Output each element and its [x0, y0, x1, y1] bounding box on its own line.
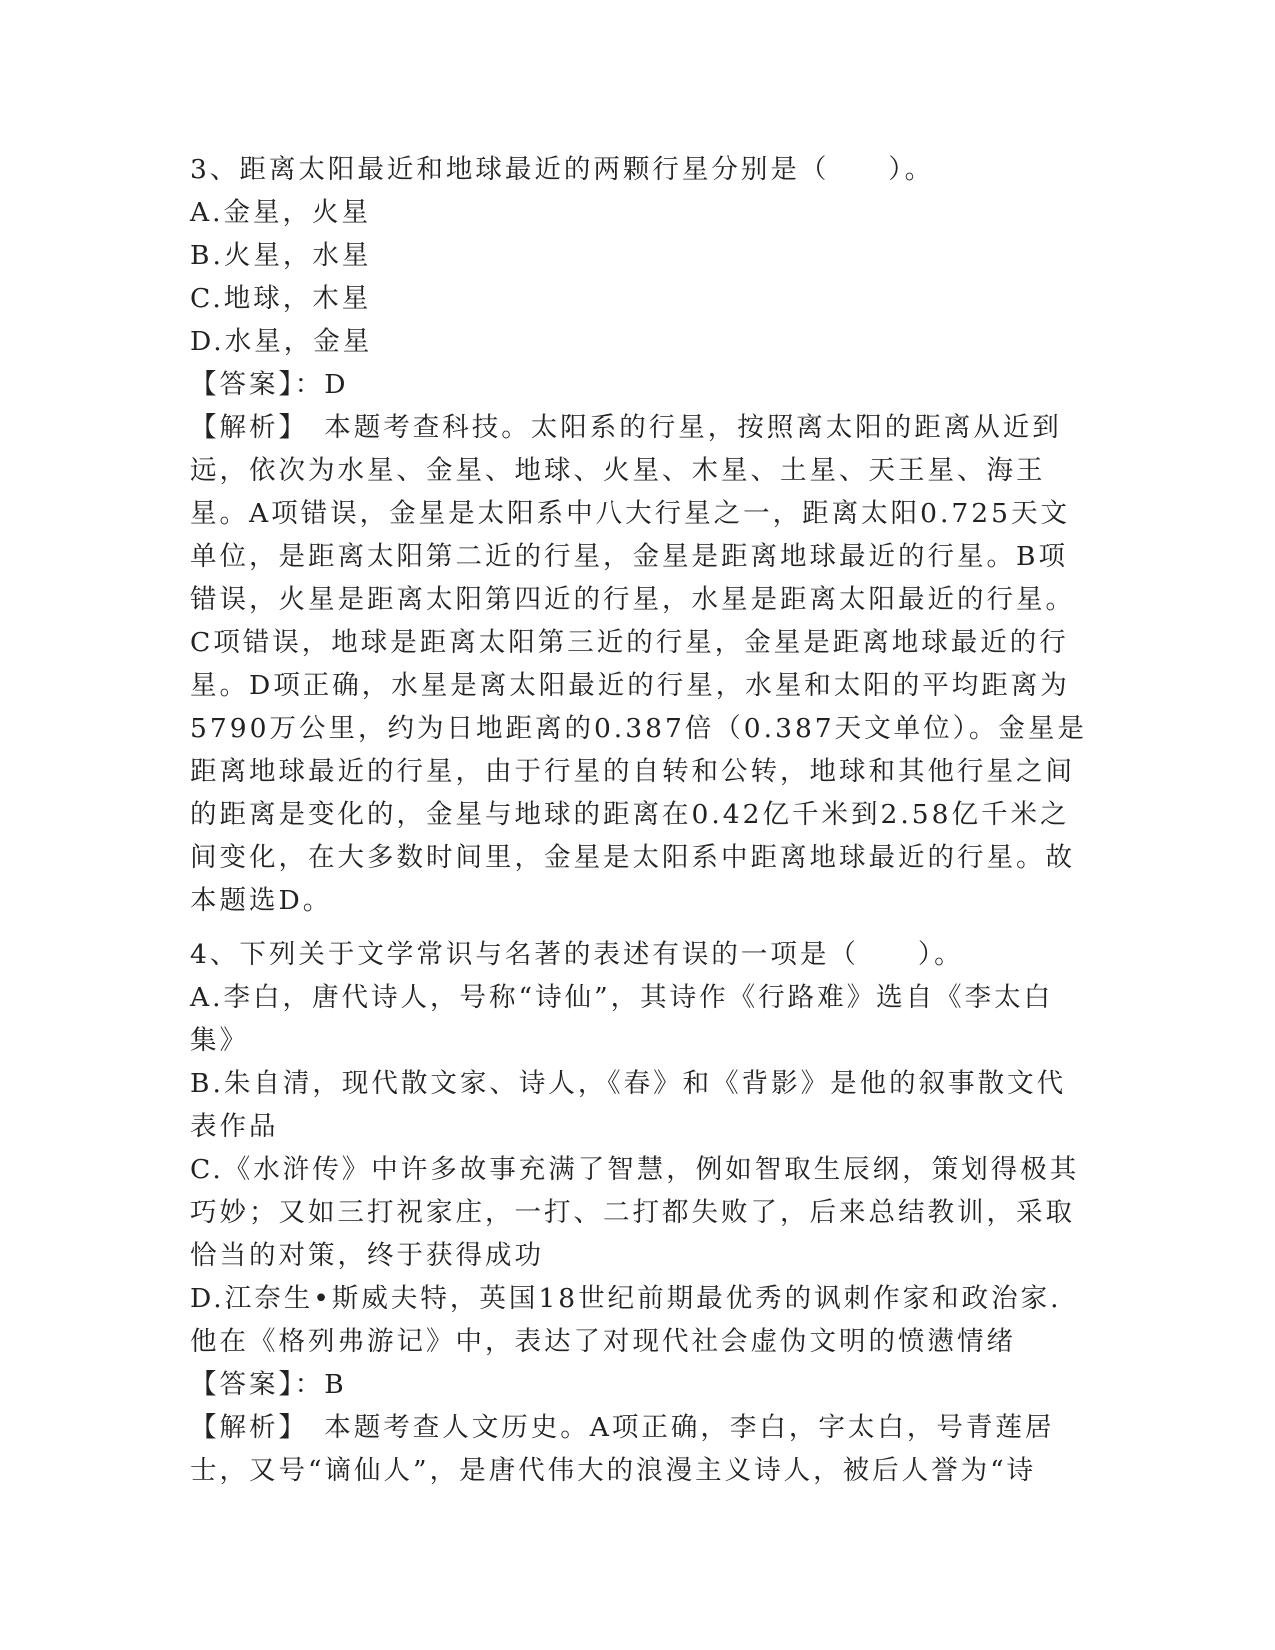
answer-line: 【答案】：B	[190, 1369, 347, 1400]
question-4	[190, 933, 1090, 1492]
option-c: C.地球，木星	[190, 283, 372, 314]
page-content	[190, 148, 1090, 1492]
answer-line: 【答案】：D	[190, 369, 349, 400]
option-b: B.朱自清，现代散文家、诗人，《春》和《背影》是他的叙事散文代表作品	[190, 1068, 1067, 1142]
analysis-paragraph: 【解析】 本题考查人文历史。A项正确，李白，字太白，号青莲居士，又号“谪仙人”，是唐代伟大的浪漫主义诗人，被后人誉为“诗	[190, 1412, 1055, 1486]
option-d: D.水星，金星	[190, 326, 373, 357]
option-b: B.火星，水星	[190, 240, 372, 271]
option-c: C.《水浒传》中许多故事充满了智慧，例如智取生辰纲，策划得极其巧妙；又如三打祝家庄，一打、二打都失败了，后来总结教训，采取恰当的对策，终于获得成功	[190, 1154, 1080, 1271]
option-a: A.金星，火星	[190, 197, 372, 228]
option-d: D.江奈生•斯威夫特，英国18世纪前期最优秀的讽刺作家和政治家.他在《格列弗游记》中，表达了对现代社会虚伪文明的愤懑情绪	[190, 1283, 1062, 1357]
question-3	[190, 148, 1090, 922]
question-stem: 3、距离太阳最近和地球最近的两颗行星分别是（ ）。	[190, 154, 935, 185]
option-a: A.李白，唐代诗人，号称“诗仙”，其诗作《行路难》选自《李太白集》	[190, 982, 1054, 1056]
analysis-paragraph: 【解析】 本题考查科技。太阳系的行星，按照离太阳的距离从近到远，依次为水星、金星、地球、火星、木星、土星、天王星、海王星。A项错误，金星是太阳系中八大行星之一，距离太阳0.725天文单位，是距离太阳第二近的行星，金星是距离地球最近的行星。B项错误，火星是距离太阳第四近的行星，水星是距离太阳最近的行星。C项错误，地球是距离太阳第三近的行星，金星是距离地球最近的行星。D项正确，水星是离太阳最近的行星，水星和太阳的平均距离为5790万公里，约为日地距离的0.387倍（0.387天文单位）。金星是距离地球最近的行星，由于行星的自转和公转，地球和其他行星之间的距离是变化的，金星与地球的距离在0.42亿千米到2.58亿千米之间变化，在大多数时间里，金星是太阳系中距离地球最近的行星。故本题选D。	[190, 412, 1087, 916]
question-stem: 4、下列关于文学常识与名著的表述有误的一项是（ ）。	[190, 939, 964, 970]
